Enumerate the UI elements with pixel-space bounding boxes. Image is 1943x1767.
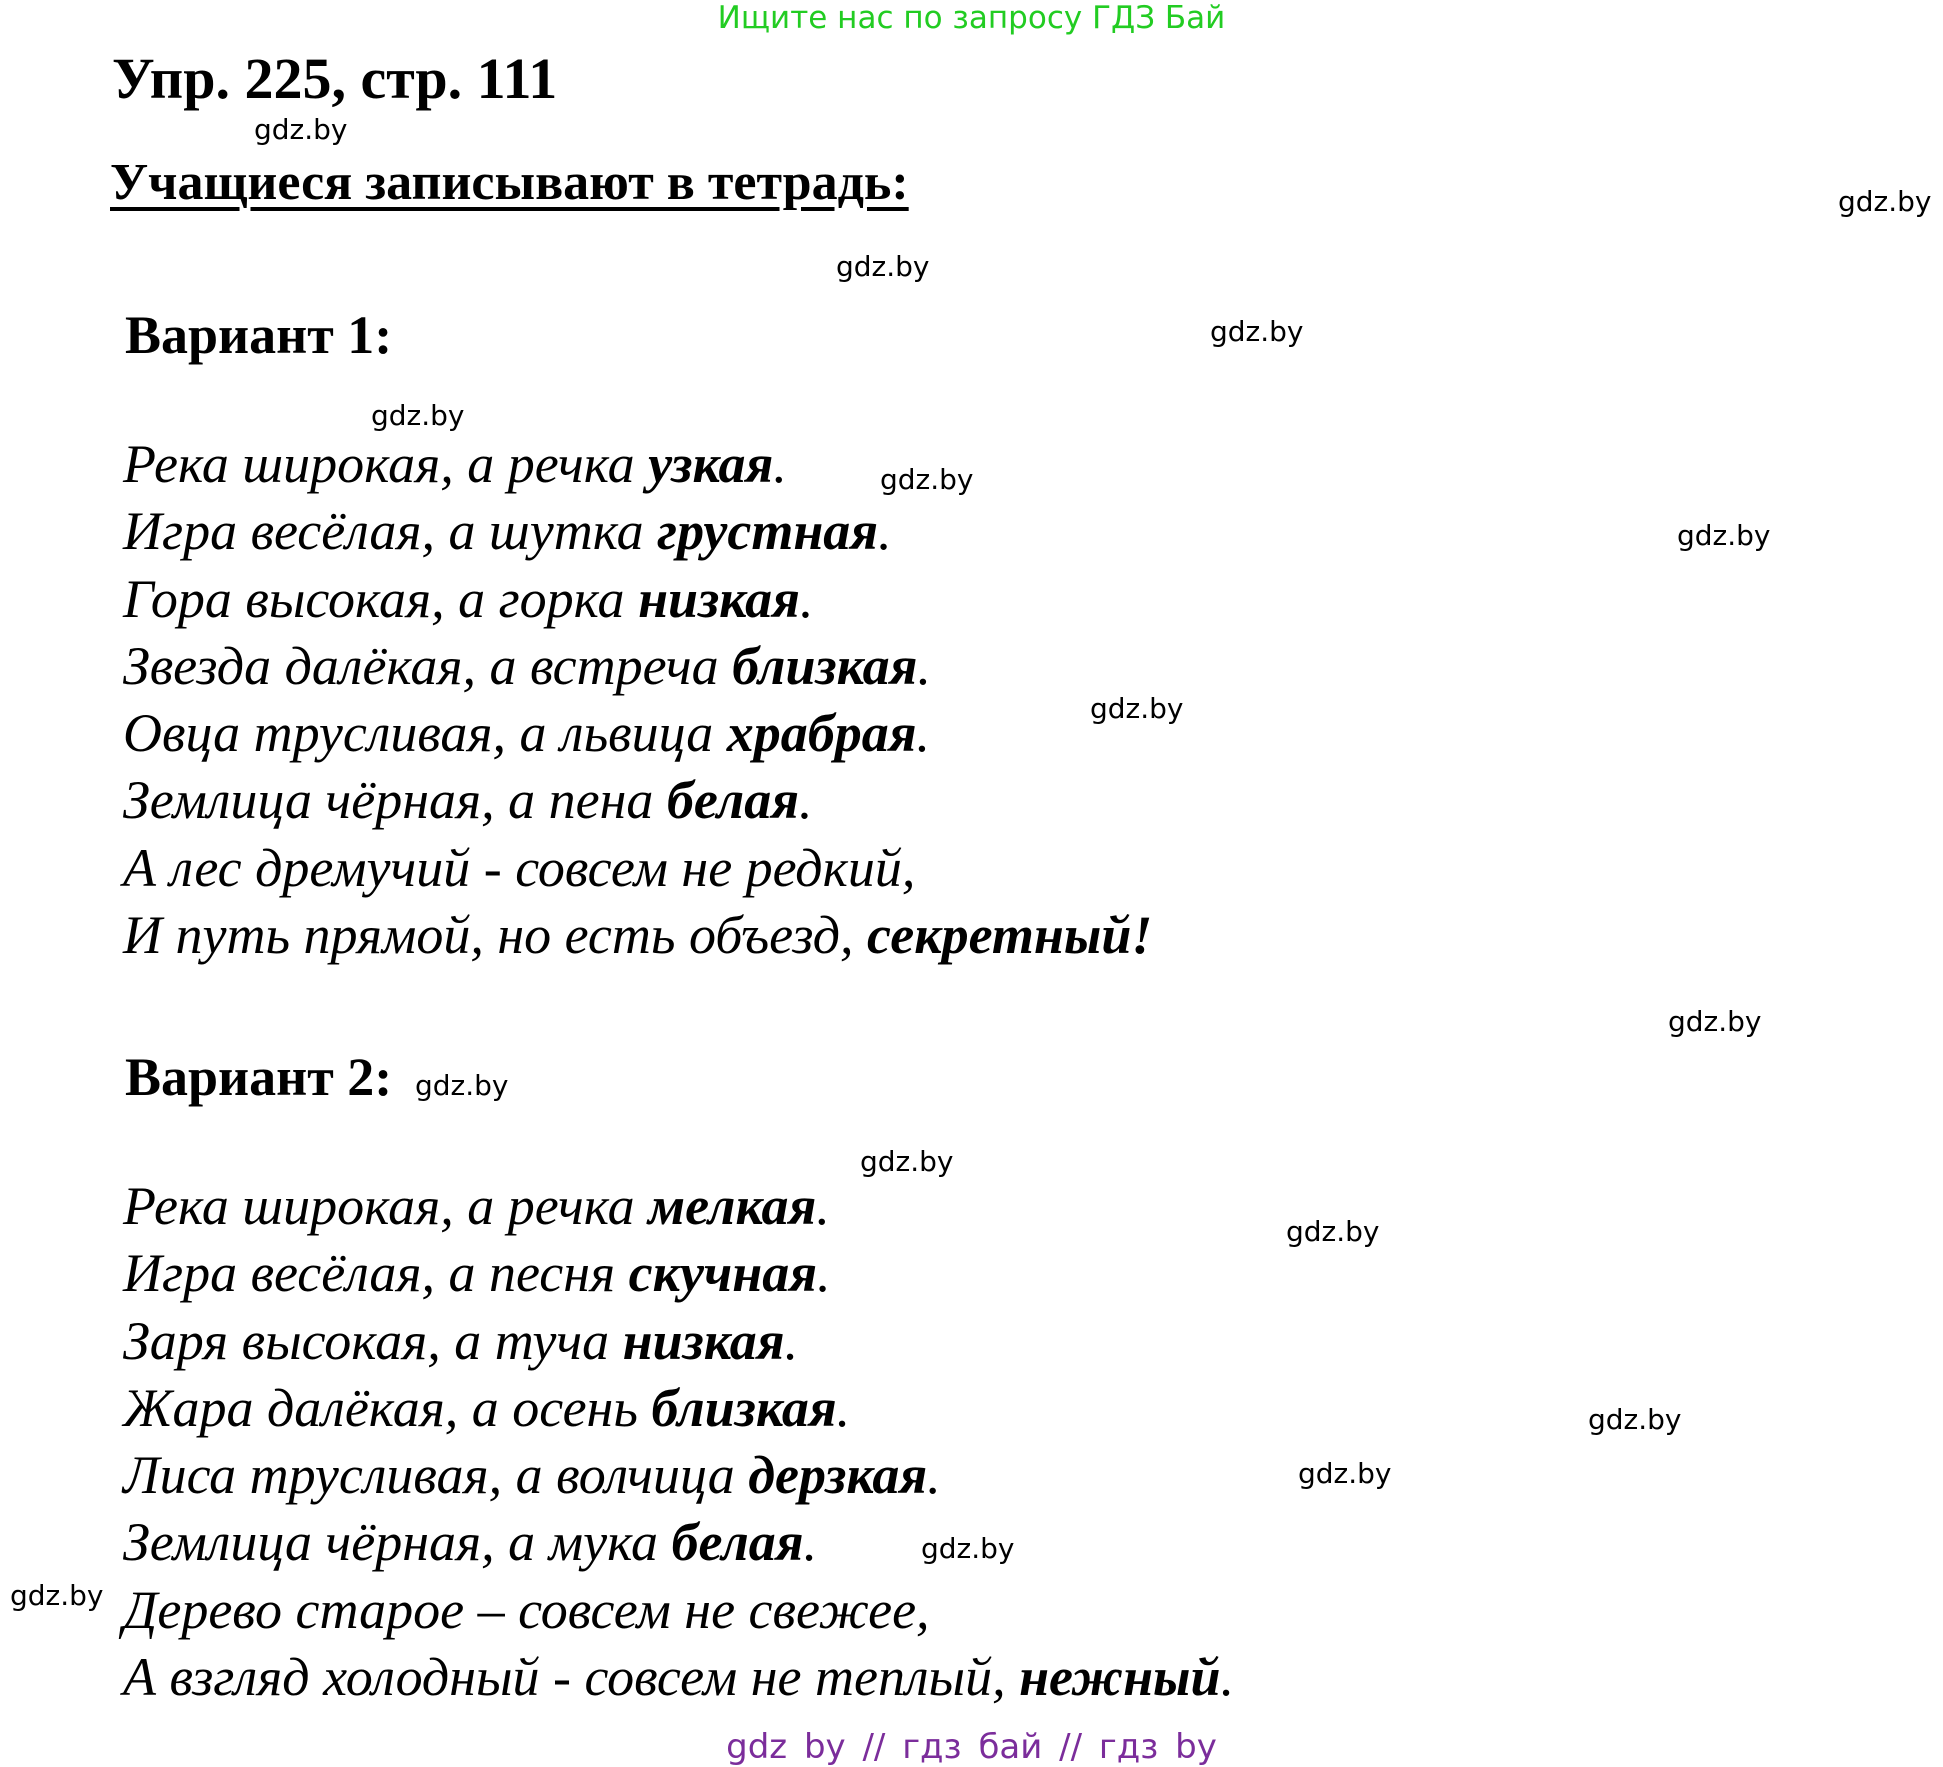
instruction-subheading: Учащиеся записывают в тетрадь: — [110, 154, 909, 211]
poem-line: Овца трусливая, а львица храбрая. — [123, 703, 931, 764]
poem-line: Игра весёлая, а песня скучная. — [123, 1243, 831, 1304]
poem-line: Землица чёрная, а мука белая. — [123, 1512, 818, 1573]
poem-line: Игра весёлая, а шутка грустная. — [123, 501, 892, 562]
watermark: gdz.by — [836, 250, 930, 283]
watermark: gdz.by — [10, 1579, 104, 1612]
poem-line: Дерево старое – совсем не свежее, — [123, 1579, 930, 1640]
promo-banner: Ищите нас по запросу ГДЗ Бай — [717, 0, 1226, 36]
poem-line: И путь прямой, но есть объезд, секретный! — [123, 905, 1153, 966]
poem-line: Река широкая, а речка мелкая. — [123, 1176, 830, 1236]
poem-line: Жара далёкая, а осень близкая. — [123, 1377, 851, 1438]
poem-line: Заря высокая, а туча низкая. — [123, 1310, 799, 1371]
watermark: gdz.by — [1298, 1457, 1392, 1490]
variant-2-title: Вариант 2: — [125, 1047, 393, 1107]
variant-1-poem — [123, 431, 1152, 969]
watermark: gdz.by — [880, 463, 974, 496]
watermark: gdz.by — [921, 1532, 1015, 1565]
poem-line: Гора высокая, а горка низкая. — [123, 568, 814, 629]
watermark: gdz.by — [415, 1069, 509, 1102]
poem-line: А лес дремучий - совсем не редкий, — [123, 837, 916, 898]
poem-line: Лиса трусливая, а волчица дерзкая. — [123, 1445, 941, 1506]
poem-line: Река широкая, а речка узкая. — [123, 434, 787, 494]
watermark: gdz.by — [1286, 1215, 1380, 1248]
watermark: gdz.by — [1588, 1403, 1682, 1436]
footer-watermark: gdz by // гдз бай // гдз by — [726, 1727, 1217, 1767]
poem-line: Звезда далёкая, а встреча близкая. — [123, 635, 931, 696]
watermark: gdz.by — [1838, 185, 1932, 218]
watermark: gdz.by — [1210, 315, 1304, 348]
watermark: gdz.by — [860, 1145, 954, 1178]
watermark: gdz.by — [1677, 519, 1771, 552]
variant-1-title: Вариант 1: — [125, 305, 393, 365]
poem-line: А взгляд холодный - совсем не теплый, нежный. — [123, 1647, 1235, 1708]
watermark: gdz.by — [1668, 1005, 1762, 1038]
watermark: gdz.by — [1090, 692, 1184, 725]
watermark: gdz.by — [371, 399, 465, 432]
poem-line: Землица чёрная, а пена белая. — [123, 770, 813, 831]
variant-2-poem — [123, 1173, 1234, 1711]
exercise-heading: Упр. 225, стр. 111 — [112, 46, 558, 111]
watermark: gdz.by — [254, 113, 348, 146]
